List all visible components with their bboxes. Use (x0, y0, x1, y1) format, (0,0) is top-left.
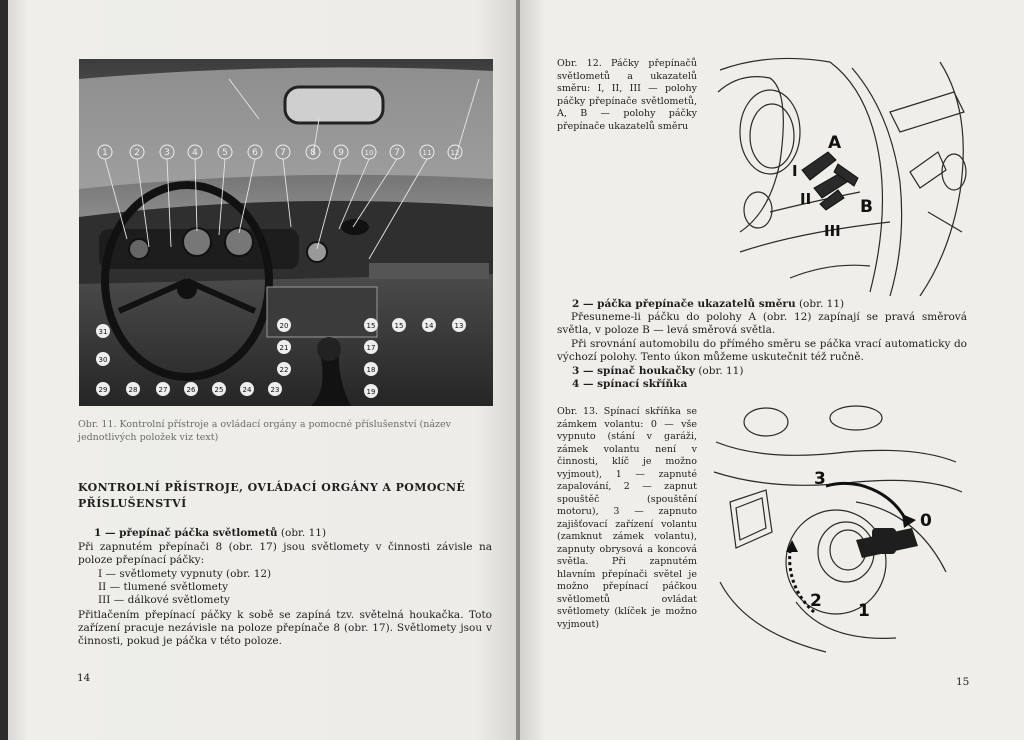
svg-text:3: 3 (164, 148, 170, 158)
fig12-label-a: A (828, 133, 842, 153)
item-3 (572, 365, 972, 378)
callout-26 (184, 382, 198, 396)
svg-text:21: 21 (279, 344, 289, 352)
item-1-label: 1 — přepínač páčka světlometů (94, 527, 278, 539)
callout-18 (364, 362, 378, 376)
page-number-14: 14 (77, 672, 91, 684)
svg-text:10: 10 (364, 149, 374, 157)
svg-text:5: 5 (222, 148, 228, 158)
list-item-ii: II — tlumené světlomety (98, 581, 229, 594)
list-item-iii: III — dálkové světlomety (98, 594, 230, 607)
rear-view-mirror (285, 87, 383, 123)
svg-text:15: 15 (366, 322, 376, 330)
svg-text:26: 26 (186, 386, 196, 394)
figure-11-caption: Obr. 11. Kontrolní přístroje a ovládací orgány a pomocné příslušenství (název jednotlivých položek viz text) (78, 419, 452, 443)
callout-14 (422, 318, 436, 332)
callout-23 (268, 382, 282, 396)
svg-text:2: 2 (134, 148, 140, 158)
svg-text:1: 1 (102, 148, 108, 158)
fig12-label-ii: II (800, 190, 812, 208)
figure-12-caption: Obr. 12. Páčky přepínačů světlometů a ukazatelů směru: I, II, III — polohy páčky přepínače světlometů, A, B — polohy páčky přepínače ukazatelů směru (557, 58, 697, 132)
callout-17 (364, 340, 378, 354)
item-2-ref: (obr. 11) (798, 298, 845, 310)
svg-text:7: 7 (394, 148, 400, 158)
section-heading-line-2: PŘÍSLUŠENSTVÍ (78, 497, 187, 510)
svg-text:9: 9 (338, 148, 344, 158)
svg-text:14: 14 (424, 322, 434, 330)
callout-15a (364, 318, 378, 332)
light-positions-list (98, 568, 398, 608)
fig13-label-1: 1 (858, 601, 870, 621)
callout-29 (96, 382, 110, 396)
svg-text:25: 25 (214, 386, 224, 394)
item-4-label: 4 — spínací skříňka (572, 378, 688, 390)
svg-text:6: 6 (252, 148, 258, 158)
callout-27 (156, 382, 170, 396)
svg-text:12: 12 (450, 149, 460, 157)
callout-13 (452, 318, 466, 332)
page-number-15: 15 (956, 676, 970, 688)
item-3-ref: (obr. 11) (698, 365, 744, 377)
callout-31 (96, 324, 110, 338)
svg-text:11: 11 (422, 149, 432, 157)
left-page (8, 0, 518, 740)
fig13-label-2: 2 (810, 591, 822, 611)
svg-text:27: 27 (158, 386, 168, 394)
list-item-i: I — světlomety vypnuty (obr. 12) (98, 568, 272, 580)
figure-13-ignition-drawing (706, 402, 968, 664)
paragraph-4: Při srovnání automobilu do přímého směru se páčka vrací automaticky do výchozí polohy. Tento úkon můžeme uskutečnit též ručně. (557, 338, 967, 364)
item-4 (572, 378, 972, 391)
svg-text:18: 18 (366, 366, 376, 374)
svg-text:31: 31 (98, 328, 108, 336)
svg-text:22: 22 (279, 366, 289, 374)
svg-text:7: 7 (280, 148, 286, 158)
item-1 (94, 527, 494, 540)
svg-text:23: 23 (270, 386, 280, 394)
svg-text:13: 13 (454, 322, 464, 330)
paragraph-1: Při zapnutém přepínači 8 (obr. 17) jsou světlomety v činnosti závisle na poloze přepínací páčky: (78, 541, 492, 567)
fig12-label-i: I (792, 162, 798, 180)
callout-15b (392, 318, 406, 332)
callout-22 (277, 362, 291, 376)
paragraph-2: Přitlačením přepínací páčky k sobě se zapíná tzv. světelná houkačka. Toto zařízení pracuje nezávisle na poloze přepínače 8 (obr. 17). Světlomety jsou v činnosti, pokud je páčka v této poloze. (78, 609, 492, 648)
callout-25 (212, 382, 226, 396)
callout-20 (277, 318, 291, 332)
callout-30 (96, 352, 110, 366)
fig13-label-3: 3 (814, 469, 826, 489)
figure-13-caption: Obr. 13. Spínací skříňka se zámkem volantu: 0 — vše vypnuto (stání v garáži, zámek volantu není v činnosti, klíč je možno vyjmout), 1 — zapnuté zapalování, 2 — zapnut spouštěč (spouštění motoru), 3 — zapnuto zajišťovací zařízení volantu (zamknut zámek volantu), zapnuty obrysová a koncová světla. Při zapnutém hlavním přepínači světel je možno přepínací páčkou světlometů ovládat světlomety (klíček je možno vyjmout) (557, 406, 697, 630)
section-heading (78, 480, 498, 512)
svg-text:30: 30 (98, 356, 108, 364)
svg-text:17: 17 (366, 344, 376, 352)
right-page (520, 0, 1024, 740)
svg-text:24: 24 (242, 386, 252, 394)
callout-19 (364, 384, 378, 398)
fig12-label-b: B (860, 197, 873, 217)
fig12-label-iii: III (824, 222, 841, 240)
svg-text:19: 19 (366, 388, 376, 396)
figure-11-dashboard-photo (79, 59, 493, 406)
item-2-label: 2 — páčka přepínače ukazatelů směru (572, 298, 796, 310)
callout-21 (277, 340, 291, 354)
section-heading-line-1: KONTROLNÍ PŘÍSTROJE, OVLÁDACÍ ORGÁNY A POMOCNÉ (78, 481, 466, 494)
svg-text:29: 29 (98, 386, 108, 394)
svg-text:4: 4 (192, 148, 198, 158)
item-2 (572, 298, 992, 311)
item-3-label: 3 — spínač houkačky (572, 365, 695, 377)
figure-12-lever-drawing (710, 52, 972, 296)
paragraph-3: Přesuneme-li páčku do polohy A (obr. 12) zapínají se pravá směrová světla, v poloze B — levá směrová světla. (557, 311, 967, 337)
callout-28 (126, 382, 140, 396)
item-1-ref: (obr. 11) (280, 527, 327, 539)
fig13-label-0: 0 (920, 511, 932, 531)
svg-text:28: 28 (128, 386, 138, 394)
callout-24 (240, 382, 254, 396)
svg-text:15: 15 (394, 322, 404, 330)
svg-text:20: 20 (279, 322, 289, 330)
svg-text:8: 8 (310, 148, 316, 158)
